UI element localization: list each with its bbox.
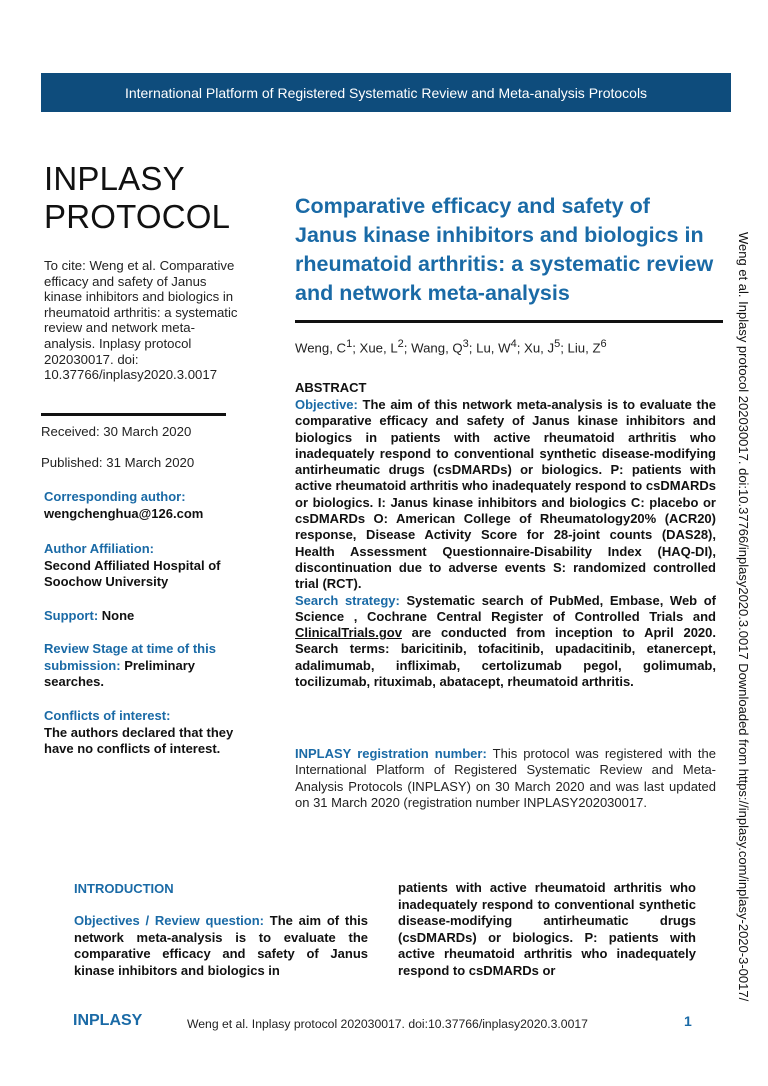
objective-text: The aim of this network meta-analysis is to evaluate the comparative efficacy and safety of Janus kinase inhibitors and biologics in patients with active rheumatoid arthritis who inadequately respond to conventional synthetic disease-modifying antirheumatic drugs (csDMARDs) or biologics. P: patients with active rheumatoid arthritis who inadequately respond to csDMARDs or biologics. I: Janus kinase inhibitors and biologics C: placebo or csDMARDs O: American College of Rheumatology20% (ACR20) response, Disease Activity Score for 28-joint counts (DAS28), Health Assessment Questionnaire-Disability Index (HAQ-DI), discontinuation due to adverse events S: randomized controlled trial (RCT). bbox=[295, 397, 716, 592]
conflicts-label: Conflicts of interest: bbox=[44, 708, 171, 723]
objectives-label: Objectives / Review question: bbox=[74, 913, 264, 928]
header-banner bbox=[41, 73, 731, 112]
affiliation-label: Author Affiliation: bbox=[44, 541, 154, 556]
brand-line-1: INPLASY bbox=[44, 160, 185, 197]
review-stage-label: Review Stage at time of this submission: bbox=[44, 641, 216, 673]
corresponding-author bbox=[44, 489, 249, 522]
conflicts-value: The authors declared that they have no conflicts of interest. bbox=[44, 724, 234, 756]
review-stage bbox=[44, 641, 249, 691]
search-strategy-text: Systematic search of PubMed, Embase, Web of Science , Cochrane Central Register of Controlled Trials and bbox=[295, 592, 716, 624]
article-title: Comparative efficacy and safety of Janus kinase inhibitors and biologics in rheumatoid arthritis: a systematic review and network meta-analysis bbox=[295, 194, 714, 305]
objective-label: Objective: bbox=[295, 397, 358, 412]
title-divider bbox=[295, 320, 723, 323]
citation-text: To cite: Weng et al. Comparative efficacy and safety of Janus kinase inhibitors and biologics in rheumatoid arthritis: a systematic review and network meta-analysis. Inplasy protocol 202030017. doi: 10.37766/inplasy2020.3.0017 bbox=[44, 258, 238, 383]
author-affiliation bbox=[44, 541, 249, 591]
registration-label: INPLASY registration number: bbox=[295, 746, 487, 761]
footer-brand: INPLASY bbox=[73, 1012, 143, 1029]
vertical-download-note: Weng et al. Inplasy protocol 202030017. doi:10.37766/inplasy2020.3.0017 Downloaded from https://inplasy.com/inplasy-2020-3-0017/ bbox=[736, 232, 751, 1002]
received-date: Received: 30 March 2020 bbox=[41, 424, 192, 439]
conflicts-of-interest bbox=[44, 708, 249, 758]
clinicaltrials-link[interactable]: ClinicalTrials.gov bbox=[295, 625, 402, 641]
brand-line-2: PROTOCOL bbox=[44, 198, 231, 235]
page-number: 1 bbox=[684, 1013, 692, 1029]
introduction-right-column: patients with active rheumatoid arthritis who inadequately respond to conventional synthetic disease-modifying antirheumatic drugs (csDMARDs) or biologics. P: patients with active rheumatoid arthritis who inadequately respond to csDMARDs or bbox=[398, 880, 696, 978]
objectives-text: The aim of this network meta-analysis is to evaluate the comparative efficacy and safety of Janus kinase inhibitors and biologics in bbox=[74, 913, 369, 978]
abstract-body bbox=[295, 397, 716, 690]
introduction-heading: INTRODUCTION bbox=[74, 881, 174, 896]
published-date: Published: 31 March 2020 bbox=[41, 455, 195, 470]
corresponding-email[interactable]: wengchenghua@126.com bbox=[44, 505, 204, 521]
footer-citation: Weng et al. Inplasy protocol 202030017. doi:10.37766/inplasy2020.3.0017 bbox=[187, 1017, 588, 1031]
search-strategy-text-2: are conducted from inception to April 2020. Search terms: baricitinib, tofacitinib, upadacitinib, etanercept, adalimumab, infliximab, certolizumab pegol, golimumab, tocilizumab, rituximab, abatacept, rheumatoid arthritis. bbox=[295, 625, 716, 690]
support bbox=[44, 608, 249, 625]
support-label: Support: bbox=[44, 608, 99, 623]
introduction-left-column bbox=[74, 913, 368, 979]
registration-text: This protocol was registered with the International Platform of Registered Systematic Review and Meta-Analysis Protocols (INPLASY) on 30 March 2020 and was last updated on 31 March 2020 (registration number INPLASY202030017. bbox=[295, 746, 716, 810]
author-list: Weng, $C^1$; Xue, $L^2$; Wang, $Q^3$; Lu, $W^4$; Xu, $J^5$; Liu, $Z^6$ bbox=[295, 338, 607, 356]
affiliation-value: Second Affiliated Hospital of Soochow University bbox=[44, 557, 221, 589]
registration-note bbox=[295, 746, 716, 811]
protocol-brand bbox=[44, 160, 230, 236]
search-strategy-label: Search strategy: bbox=[295, 592, 400, 608]
banner-text: International Platform of Registered Systematic Review and Meta-analysis Protocols bbox=[124, 84, 648, 101]
left-divider bbox=[41, 413, 226, 416]
review-stage-value: Preliminary searches. bbox=[44, 657, 196, 689]
corresponding-label: Corresponding author: bbox=[44, 489, 186, 504]
support-value: None bbox=[101, 608, 135, 623]
abstract-heading: ABSTRACT bbox=[295, 380, 367, 395]
